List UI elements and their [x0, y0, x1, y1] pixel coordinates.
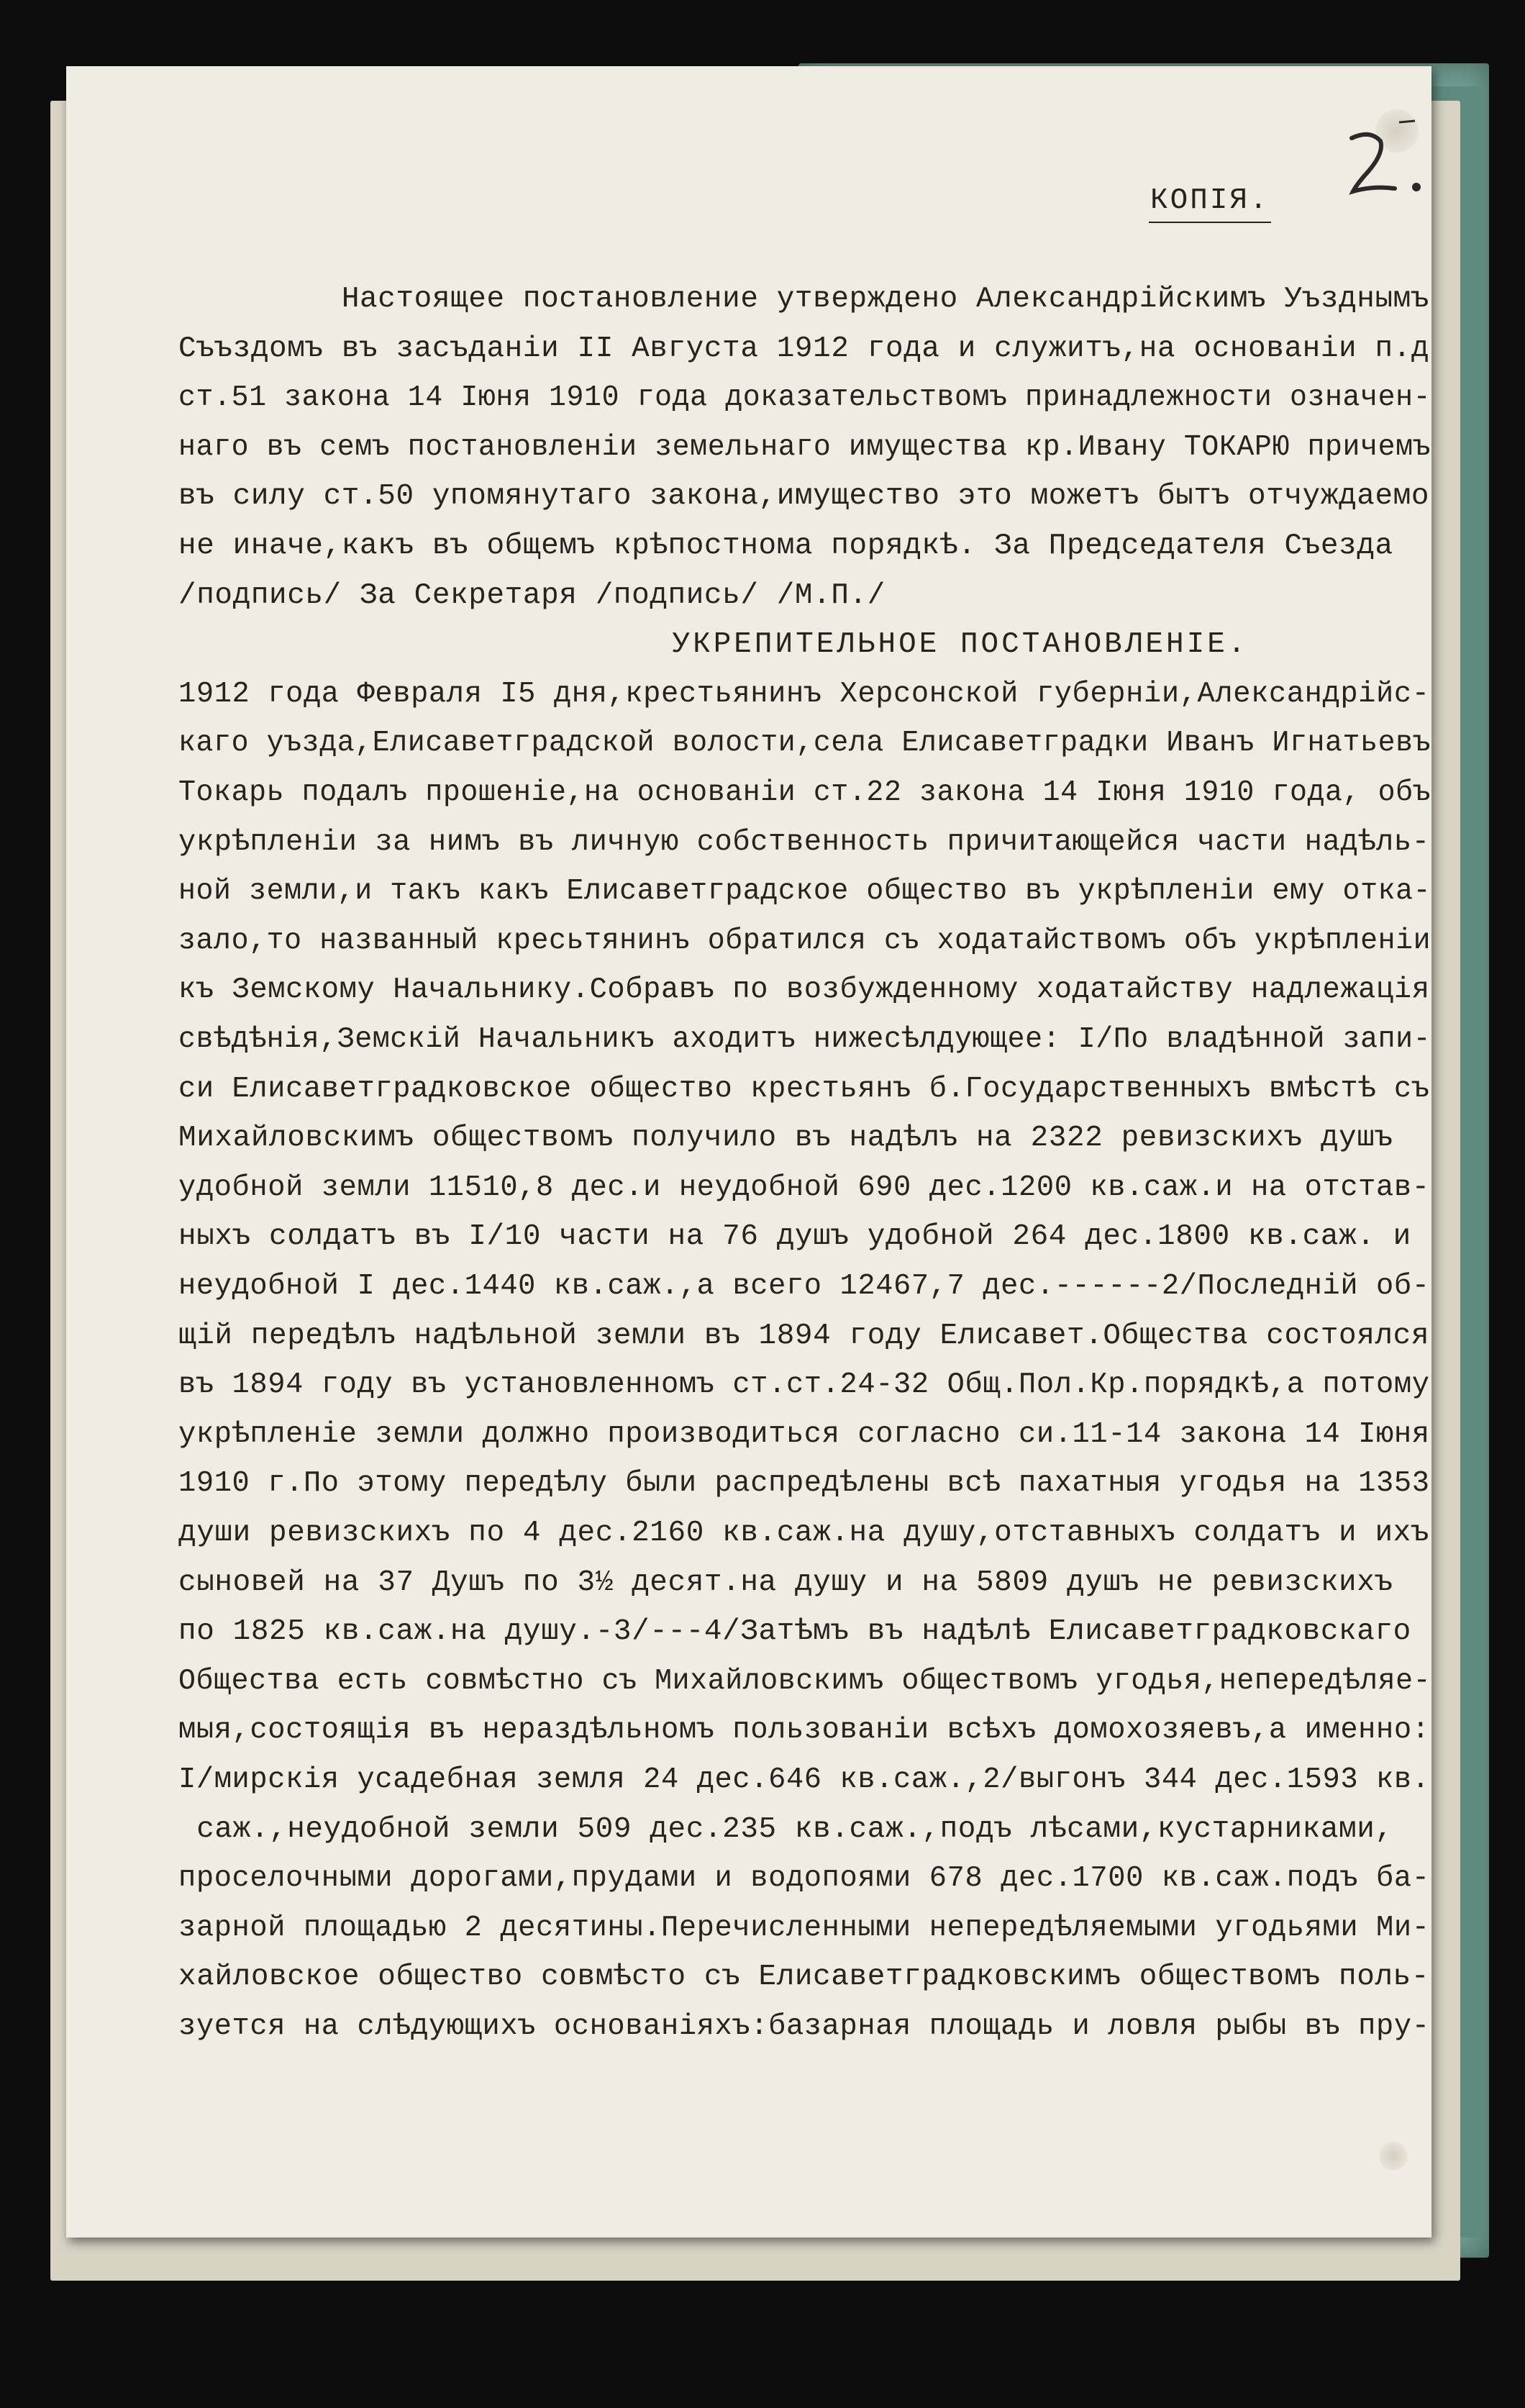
text-line: Михайловскимъ обществомъ получило въ надѣлъ на 2322 ревизскихъ душъ	[178, 1122, 1393, 1155]
text-line: ной земли,и такъ какъ Елисаветградское общество въ укрѣпленiи ему отка-	[178, 875, 1431, 909]
text-line: ныхъ солдатъ въ I/10 части на 76 душъ удобной 264 дес.1800 кв.саж. и	[178, 1220, 1411, 1254]
text-line: въ силу ст.50 упомянутаго закона,имущество это можетъ бытъ отчуждаемо	[178, 480, 1430, 514]
document-title: КОПIЯ.	[1149, 180, 1271, 223]
text-line: не иначе,какъ въ общемъ крѣпостнома порядкѣ. За Председателя Съезда	[178, 530, 1393, 563]
text-line: мыя,состоящiя въ нераздѣльномъ пользованiи всѣхъ домохозяевъ,а именно:	[178, 1714, 1430, 1748]
text-line: наго въ семъ постановленiи земельнаго имущества кр.Ивану ТОКАРЮ причемъ	[178, 430, 1431, 464]
text-line: си Елисаветградковское общество крестьянъ б.Государственныхъ вмѣстѣ съ	[178, 1072, 1430, 1106]
text-line: щiй передѣлъ надѣльной земли въ 1894 году Елисавет.Общества состоялся	[178, 1319, 1430, 1353]
text-line: свѣдѣнiя,Земскiй Начальникъ аходитъ нижесѣлдующее: I/По владѣнной запи-	[178, 1023, 1431, 1056]
document-page	[66, 66, 1431, 2237]
text-line: каго уъзда,Елисаветградской волости,села Елисаветградки Иванъ Игнатьевъ	[178, 727, 1431, 760]
text-line: хайловское общество совмѣсто съ Елисаветградковскимъ обществомъ поль-	[178, 1961, 1430, 1994]
page-number-handwritten	[1314, 117, 1444, 203]
text-line: души ревизскихъ по 4 дес.2160 кв.саж.на душу,отставныхъ солдатъ и ихъ	[178, 1517, 1430, 1550]
text-line: I/мирскiя усадебная земля 24 дес.646 кв.саж.,2/выгонъ 344 дес.1593 кв.	[178, 1763, 1430, 1796]
text-line: въ 1894 году въ установленномъ ст.ст.24-32 Общ.Пол.Кр.порядкѣ,а потому	[178, 1368, 1430, 1402]
text-line: Токарь подалъ прошенiе,на основанiи ст.22 закона 14 Iюня 1910 года, объ	[178, 776, 1431, 809]
text-line: по 1825 кв.саж.на душу.-3/---4/Затѣмъ въ надѣлѣ Елисаветградковскаго	[178, 1615, 1411, 1649]
text-line: 1912 года Февраля I5 дня,крестьянинъ Херсонской губернiи,Александрiйс-	[178, 677, 1430, 711]
text-line: проселочными дорогами,прудами и водопоями 678 дес.1700 кв.саж.подъ ба-	[178, 1862, 1430, 1896]
text-line: саж.,неудобной земли 509 дес.235 кв.саж.,подъ лѣсами,кустарниками,	[178, 1812, 1393, 1846]
text-line: зало,то названный кресьтянинъ обратился съ ходатайствомъ объ укрѣпленiи	[178, 924, 1431, 958]
ink-stain	[1379, 2142, 1408, 2171]
text-line: укрѣпленiи за нимъ въ личную собственность причитающейся части надѣль-	[178, 825, 1430, 859]
text-line: удобной земли 11510,8 дес.и неудобной 690 дес.1200 кв.саж.и на отстав-	[178, 1171, 1430, 1204]
text-line: къ Земскому Начальнику.Собравъ по возбужденному ходатайству надлежацiя	[178, 973, 1430, 1007]
text-line: сыновей на 37 Душъ по 3½ десят.на душу и на 5809 душъ не ревизскихъ	[178, 1566, 1393, 1599]
text-line: зарной площадью 2 десятины.Перечисленными непередѣляемыми угодьями Ми-	[178, 1911, 1430, 1945]
text-line: Общества есть совмѣстно съ Михайловскимъ обществомъ угодья,непередѣляе-	[178, 1664, 1431, 1698]
text-line: Настоящее постановление утверждено Александрiйскимъ Уъзднымъ	[178, 283, 1430, 316]
text-line: укрѣпленiе земли должно производиться согласно си.11-14 закона 14 Iюня	[178, 1417, 1430, 1451]
text-line: неудобной I дес.1440 кв.саж.,а всего 12467,7 дес.------2/Последнiй об-	[178, 1270, 1430, 1303]
text-line: 1910 г.По этому передѣлу были распредѣлены всѣ пахатныя угодья на 1353	[178, 1467, 1430, 1501]
text-line: ст.51 закона 14 Iюня 1910 года доказательствомъ принадлежности означен-	[178, 381, 1431, 415]
text-line: Съъздомъ въ засъданiи II Августа 1912 года и служитъ,на основанiи п.д	[178, 332, 1430, 365]
text-line: зуется на слѣдующихъ основанiяхъ:базарная площадь и ловля рыбы въ пру-	[178, 2010, 1430, 2043]
section-heading: УКРЕПИТЕЛЬНОЕ ПОСТАНОВЛЕНIЕ.	[178, 628, 1249, 662]
text-line: /подпись/ За Секретаря /подпись/ /М.П./	[178, 578, 886, 612]
